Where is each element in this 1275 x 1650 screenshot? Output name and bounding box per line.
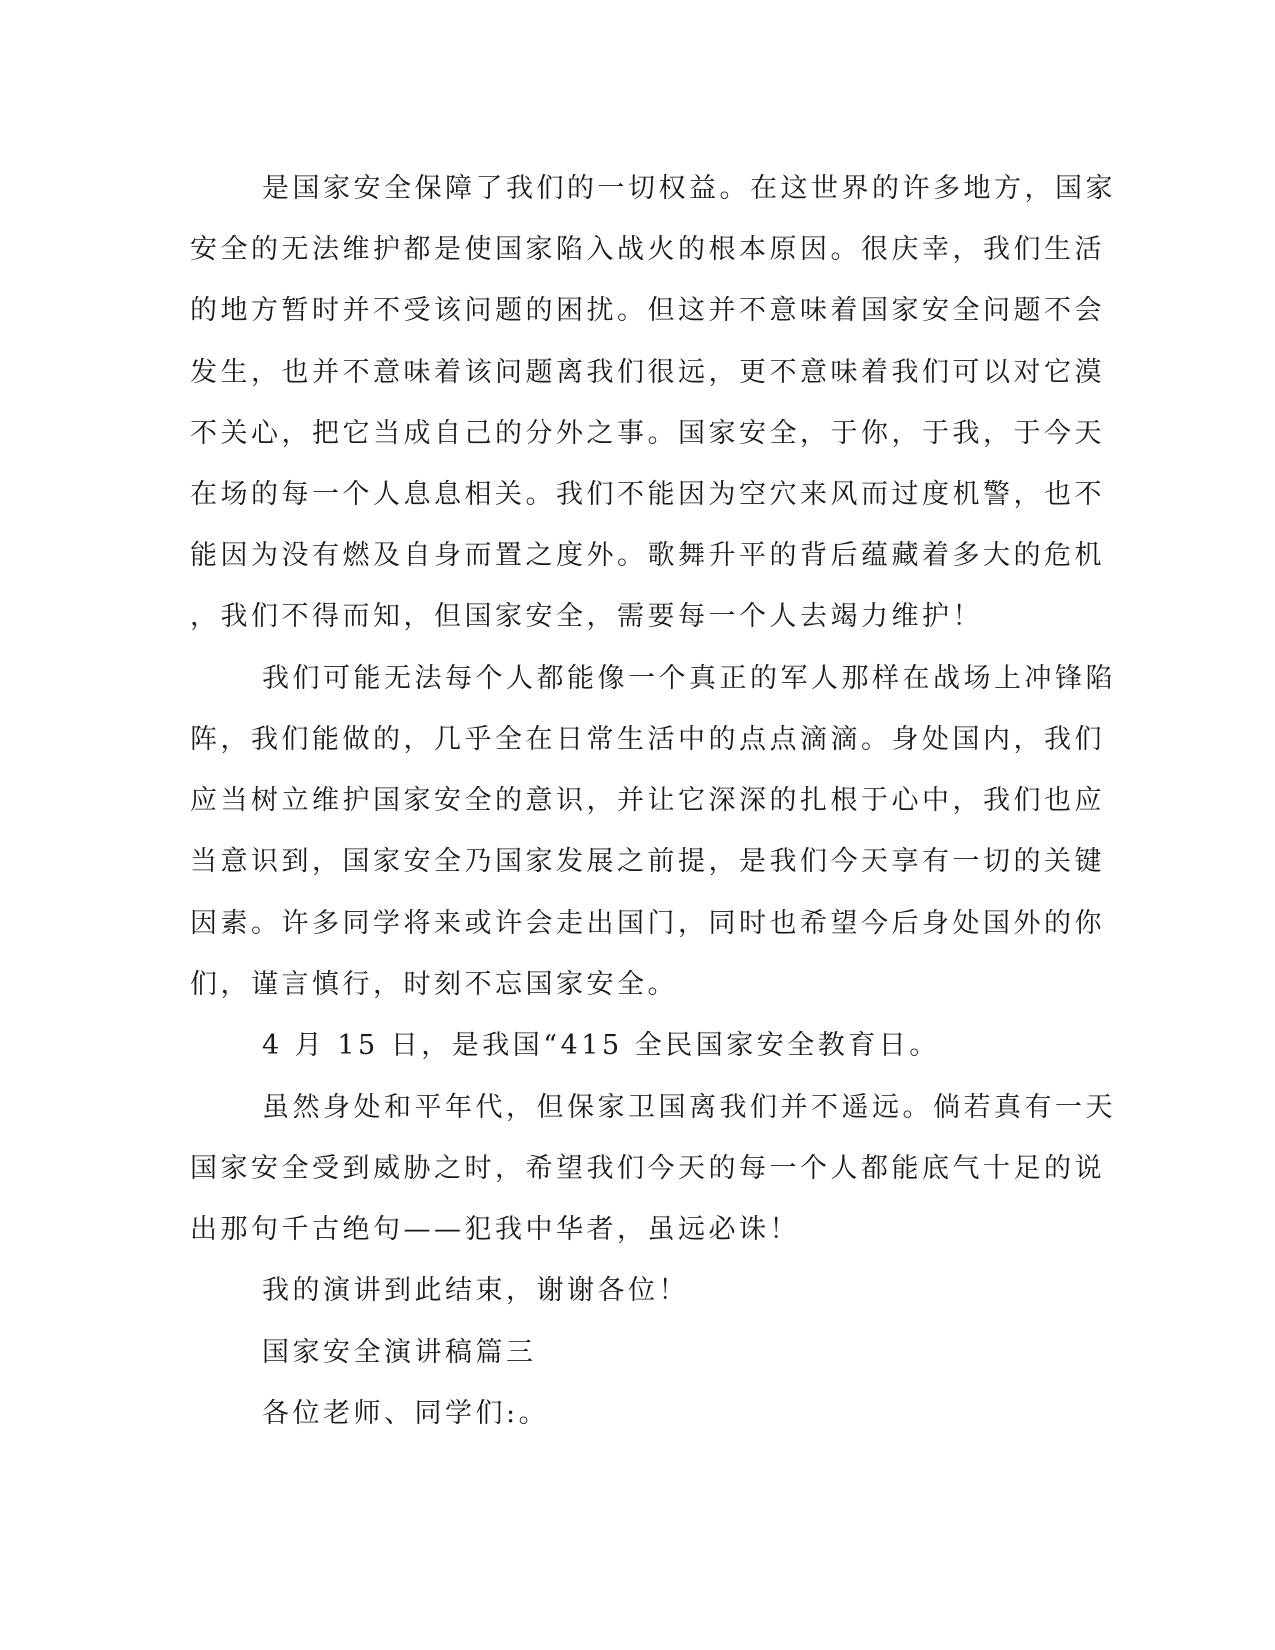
paragraph-2-line-4: 当意识到，国家安全乃国家发展之前提，是我们今天享有一切的关键 [190,846,1105,877]
paragraph-1-line-5: 不关心，把它当成自己的分外之事。国家安全，于你，于我，于今天 [190,418,1105,449]
section-heading: 国家安全演讲稿篇三 [262,1337,537,1368]
paragraph-4-line-2: 国家安全受到威胁之时，希望我们今天的每一个人都能底气十足的说 [190,1153,1105,1184]
paragraph-2-line-2: 阵，我们能做的，几乎全在日常生活中的点点滴滴。身处国内，我们 [190,724,1105,755]
paragraph-2-line-3: 应当树立维护国家安全的意识，并让它深深的扎根于心中，我们也应 [190,785,1105,816]
paragraph-1-line-4: 发生，也并不意味着该问题离我们很远，更不意味着我们可以对它漠 [190,357,1105,388]
paragraph-1-line-1: 是国家安全保障了我们的一切权益。在这世界的许多地方，国家 [262,173,1116,204]
paragraph-4-line-1: 虽然身处和平年代，但保家卫国离我们并不遥远。倘若真有一天 [262,1092,1116,1123]
paragraph-4-line-3: 出那句千古绝句——犯我中华者，虽远必诛！ [190,1214,800,1245]
paragraph-1-line-6: 在场的每一个人息息相关。我们不能因为空穴来风而过度机警，也不 [190,479,1105,510]
paragraph-1-line-3: 的地方暂时并不受该问题的困扰。但这并不意味着国家安全问题不会 [190,295,1105,326]
paragraph-1-line-2: 安全的无法维护都是使国家陷入战火的根本原因。很庆幸，我们生活 [190,234,1105,265]
paragraph-1-line-7: 能因为没有燃及自身而置之度外。歌舞升平的背后蕴藏着多大的危机 [190,540,1105,571]
closing-line: 我的演讲到此结束，谢谢各位！ [262,1275,689,1306]
paragraph-2-line-6: 们，谨言慎行，时刻不忘国家安全。 [190,969,678,1000]
paragraph-3-line-1: 4 月 15 日，是我国“415 全民国家安全教育日。 [262,1030,940,1061]
paragraph-1-line-8: ，我们不得而知，但国家安全，需要每一个人去竭力维护！ [190,601,983,632]
paragraph-2-line-1: 我们可能无法每个人都能像一个真正的军人那样在战场上冲锋陷 [262,663,1116,694]
paragraph-2-line-5: 因素。许多同学将来或许会走出国门，同时也希望今后身处国外的你 [190,908,1105,939]
salutation: 各位老师、同学们:。 [262,1398,550,1429]
